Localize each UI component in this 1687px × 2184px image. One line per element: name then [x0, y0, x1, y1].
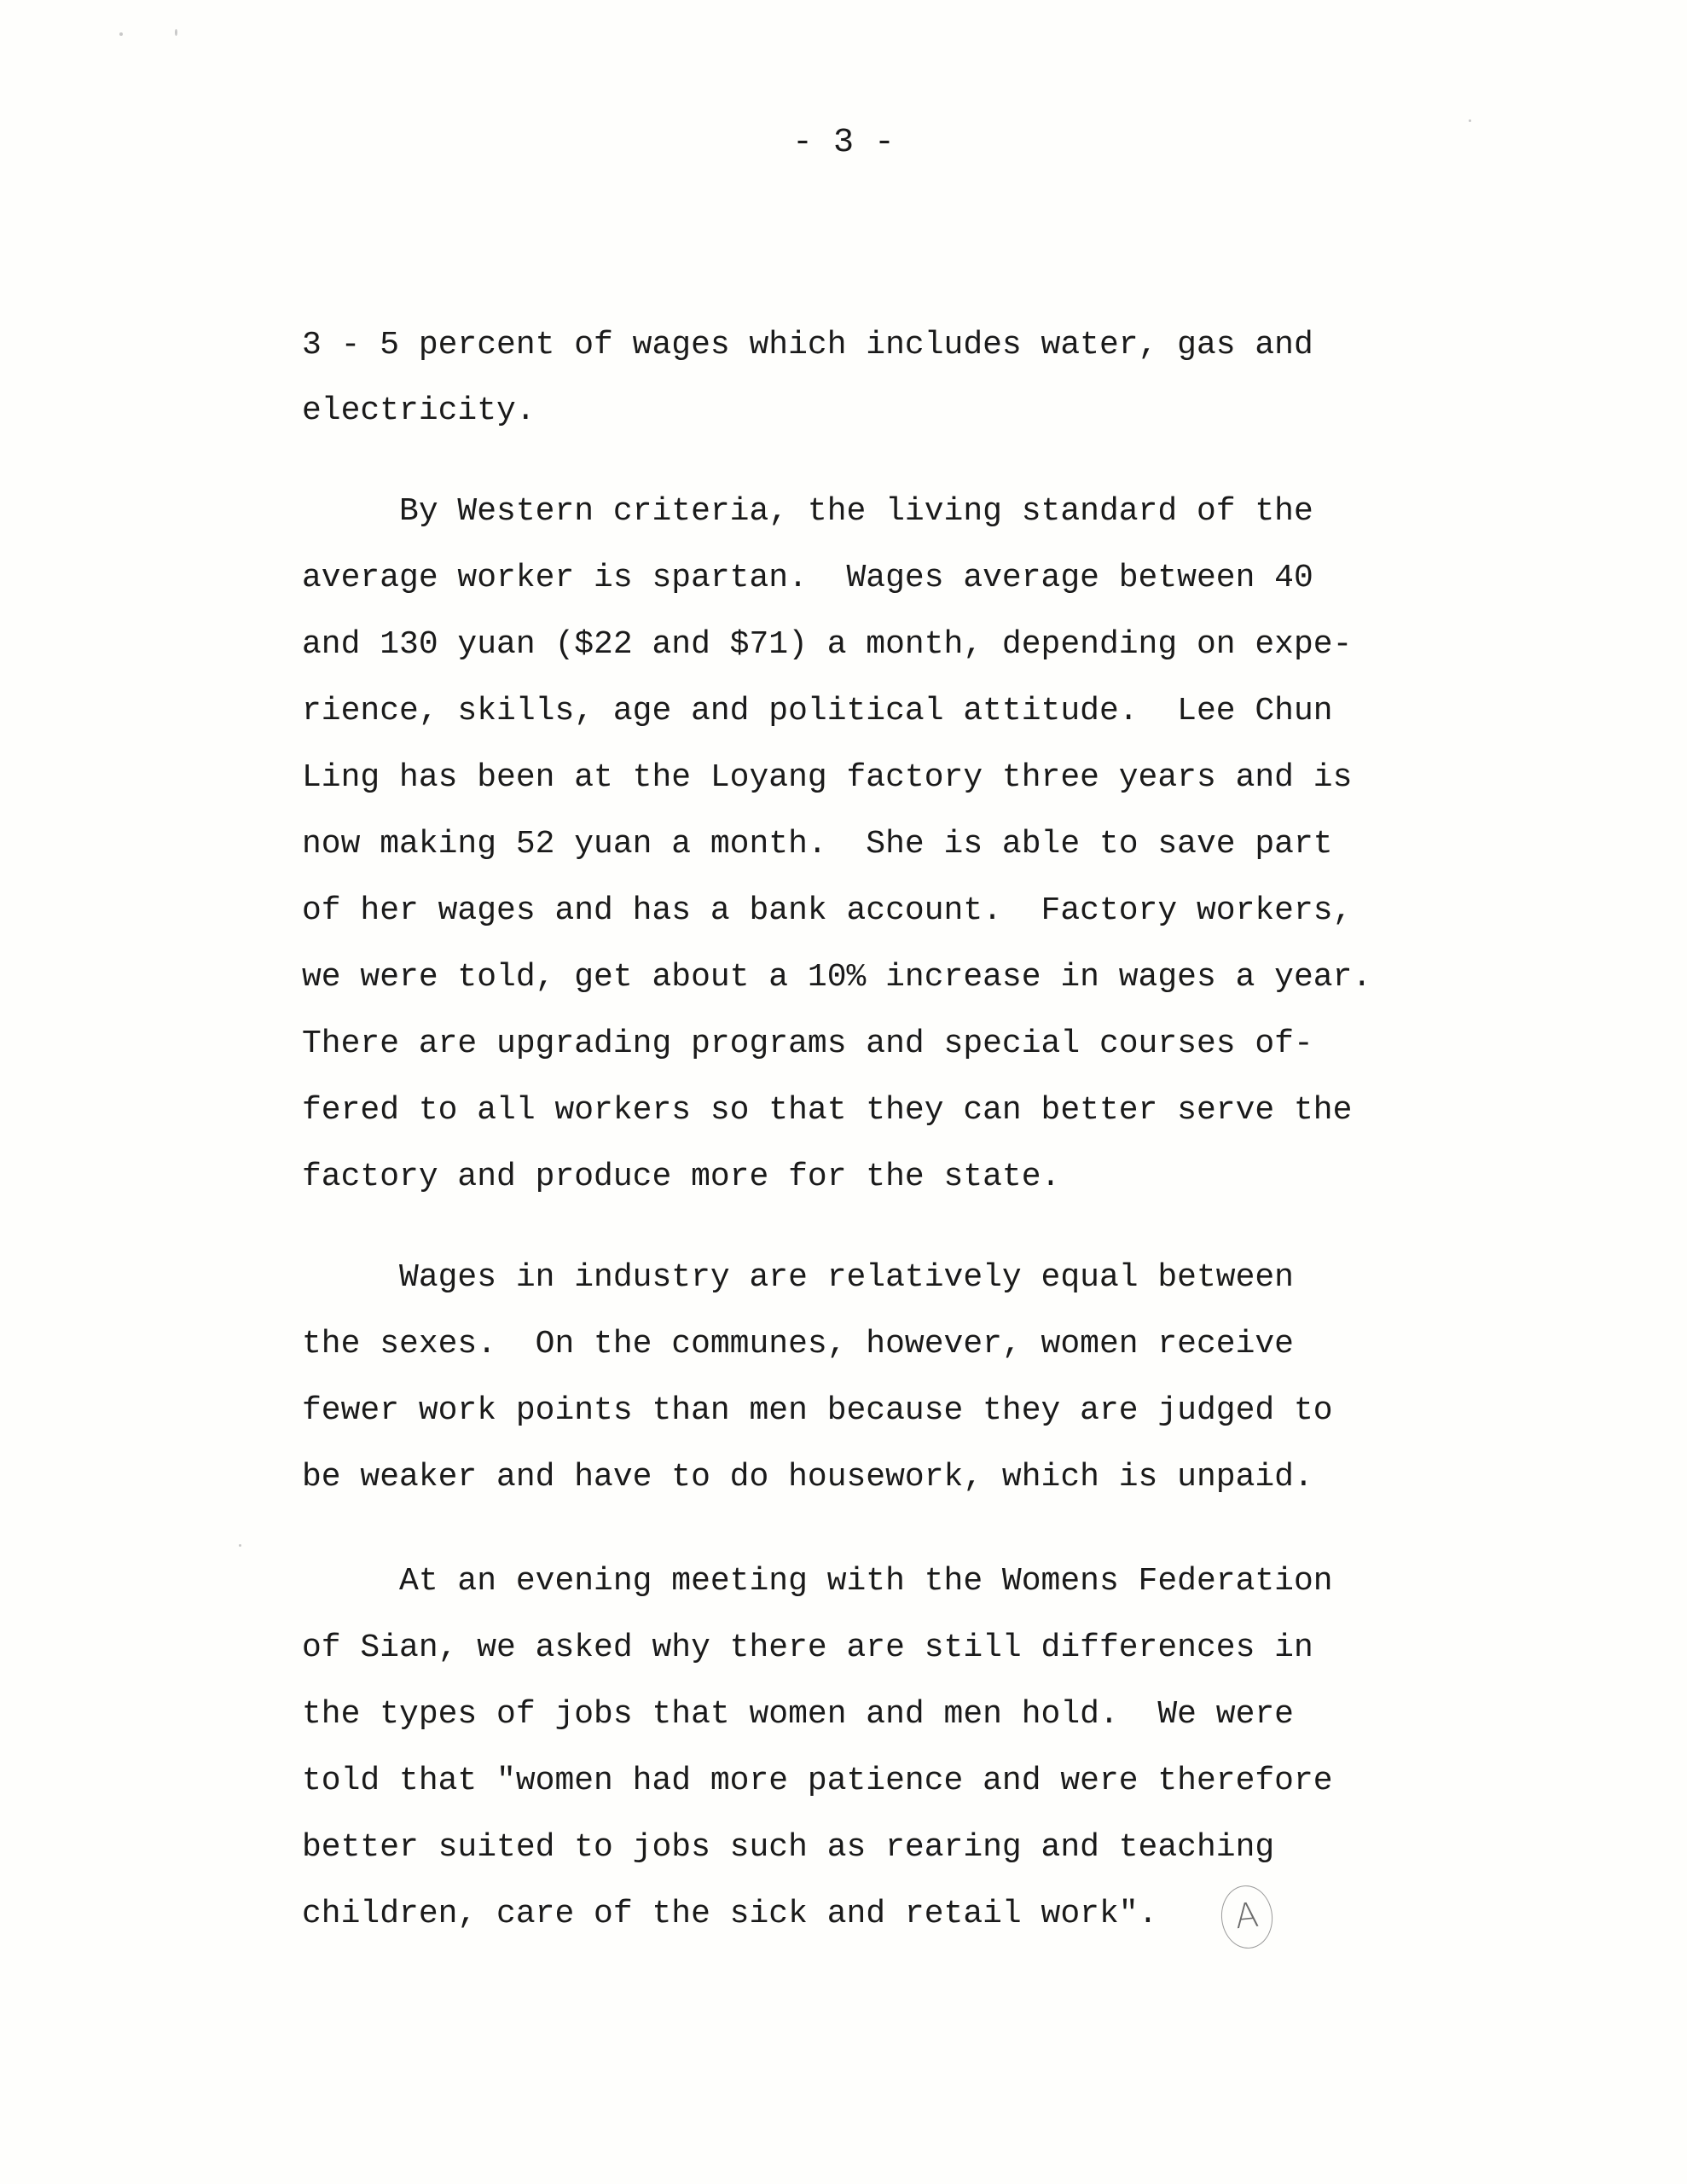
- text-line: By Western criteria, the living standard of the: [302, 493, 1313, 530]
- paper-speck: [175, 29, 177, 36]
- text-line: children, care of the sick and retail work".: [302, 1896, 1158, 1932]
- text-line: and 130 yuan ($22 and $71) a month, depending on expe-: [302, 626, 1353, 663]
- paper-speck: [119, 32, 123, 36]
- text-line: At an evening meeting with the Womens Federation: [302, 1563, 1333, 1600]
- handwritten-letter: A: [1232, 1895, 1261, 1937]
- text-line: of Sian, we asked why there are still differences in: [302, 1629, 1313, 1666]
- handwritten-circled-mark: [1218, 1883, 1275, 1951]
- text-line: factory and produce more for the state.: [302, 1159, 1061, 1195]
- text-line: There are upgrading programs and special courses of-: [302, 1025, 1313, 1062]
- text-line: we were told, get about a 10% increase in wages a year.: [302, 959, 1372, 996]
- paper-speck: [239, 1544, 241, 1547]
- text-line: better suited to jobs such as rearing and teaching: [302, 1829, 1275, 1866]
- text-line: told that "women had more patience and were therefore: [302, 1763, 1333, 1799]
- text-line: be weaker and have to do housework, which is unpaid.: [302, 1459, 1313, 1496]
- text-line: electricity.: [302, 392, 536, 429]
- text-line: 3 - 5 percent of wages which includes water, gas and: [302, 327, 1313, 363]
- text-line: fered to all workers so that they can better serve the: [302, 1092, 1353, 1129]
- text-line: now making 52 yuan a month. She is able to save part: [302, 826, 1333, 863]
- text-line: of her wages and has a bank account. Factory workers,: [302, 892, 1353, 929]
- text-line: the sexes. On the communes, however, women receive: [302, 1326, 1294, 1362]
- text-line: Ling has been at the Loyang factory three years and is: [302, 759, 1353, 796]
- text-line: fewer work points than men because they are judged to: [302, 1392, 1333, 1429]
- text-line: Wages in industry are relatively equal between: [302, 1259, 1294, 1296]
- text-line: rience, skills, age and political attitude. Lee Chun: [302, 693, 1333, 729]
- page-number: - 3 -: [791, 124, 896, 162]
- text-line: average worker is spartan. Wages average between 40: [302, 560, 1313, 596]
- paper-speck: [1469, 119, 1471, 122]
- text-line: the types of jobs that women and men hold. We were: [302, 1696, 1294, 1733]
